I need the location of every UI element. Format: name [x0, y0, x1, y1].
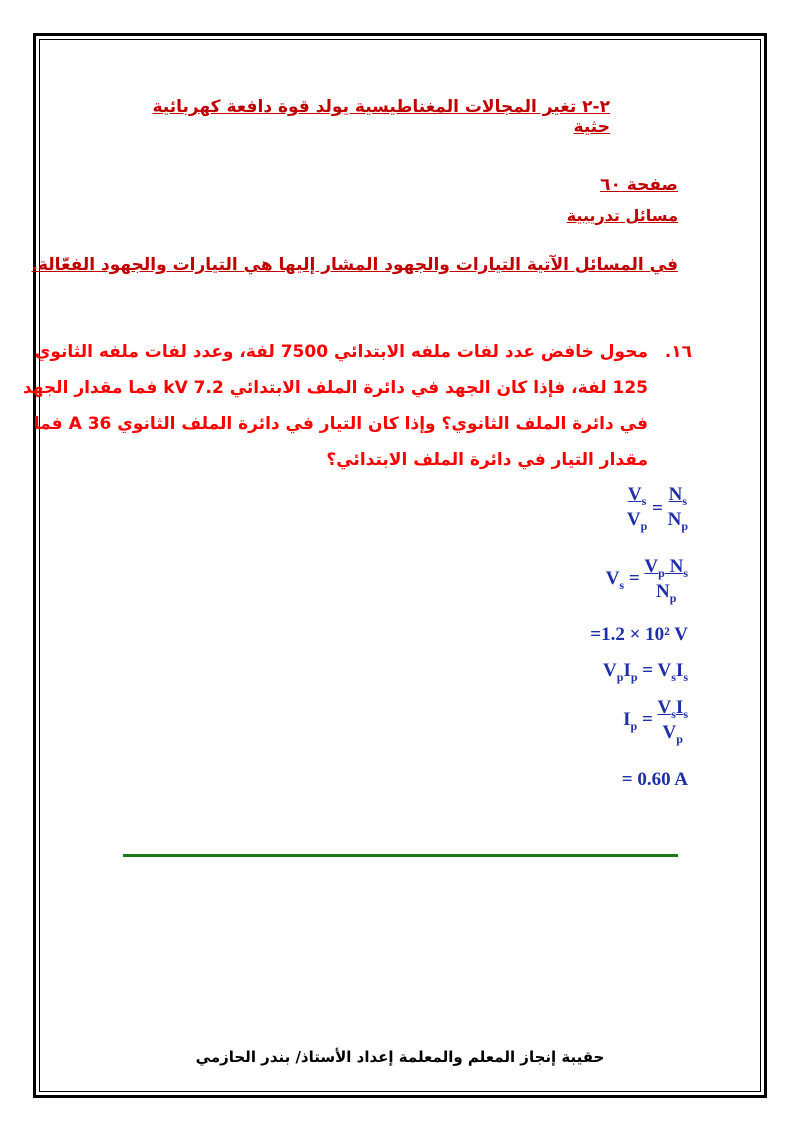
result-voltage: =1.2 × 10² V [590, 624, 688, 645]
problem-number: ١٦. [664, 342, 692, 362]
instruction-text: في المسائل الآتية التيارات والجهود المشار إليها هي التيارات والجهود الفعّالة. [31, 255, 678, 275]
equation-power: $V_pI_p = V_sI_s$ [603, 660, 688, 684]
page-label: صفحة ٦٠ [600, 175, 678, 195]
footer-credit: حقيبة إنجاز المعلم والمعلمة إعداد الأستاذ/ بندر الحازمي [195, 1048, 605, 1066]
problem-line-3: في دائرة الملف الثانوي؟ وإذا كان التيار في دائرة الملف الثانوي 36 A فما [33, 414, 648, 434]
problem-line-1 [34, 334, 692, 370]
lesson-title: ٢-٢ تغير المجالات المغناطيسية يولد قوة دافعة كهربائية حثية [152, 97, 610, 137]
result-current: = 0.60 A [621, 769, 688, 790]
equation-vs: $V_s = V_p$ $N_s$ $N_p$ [605, 556, 688, 605]
problem-text-1: محول خافض عدد لفات ملفه الابتدائي 7500 لفة، وعدد لفات ملفه الثانوي [34, 342, 648, 362]
problem-16 [22, 334, 692, 478]
equation-ip: $I_p = V_sI_s$ $V_p$ [623, 697, 688, 746]
problem-line-2: 125 لفة، فإذا كان الجهد في دائرة الملف الابتدائي 7.2 kV فما مقدار الجهد [22, 378, 648, 398]
problem-line-4: مقدار التيار في دائرة الملف الابتدائي؟ [326, 450, 648, 470]
divider-line [123, 854, 678, 857]
section-label: مسائل تدريبية [566, 206, 678, 225]
equation-ratio: $V_s$ $V_p = N_s$ $N_p$ [626, 484, 688, 533]
